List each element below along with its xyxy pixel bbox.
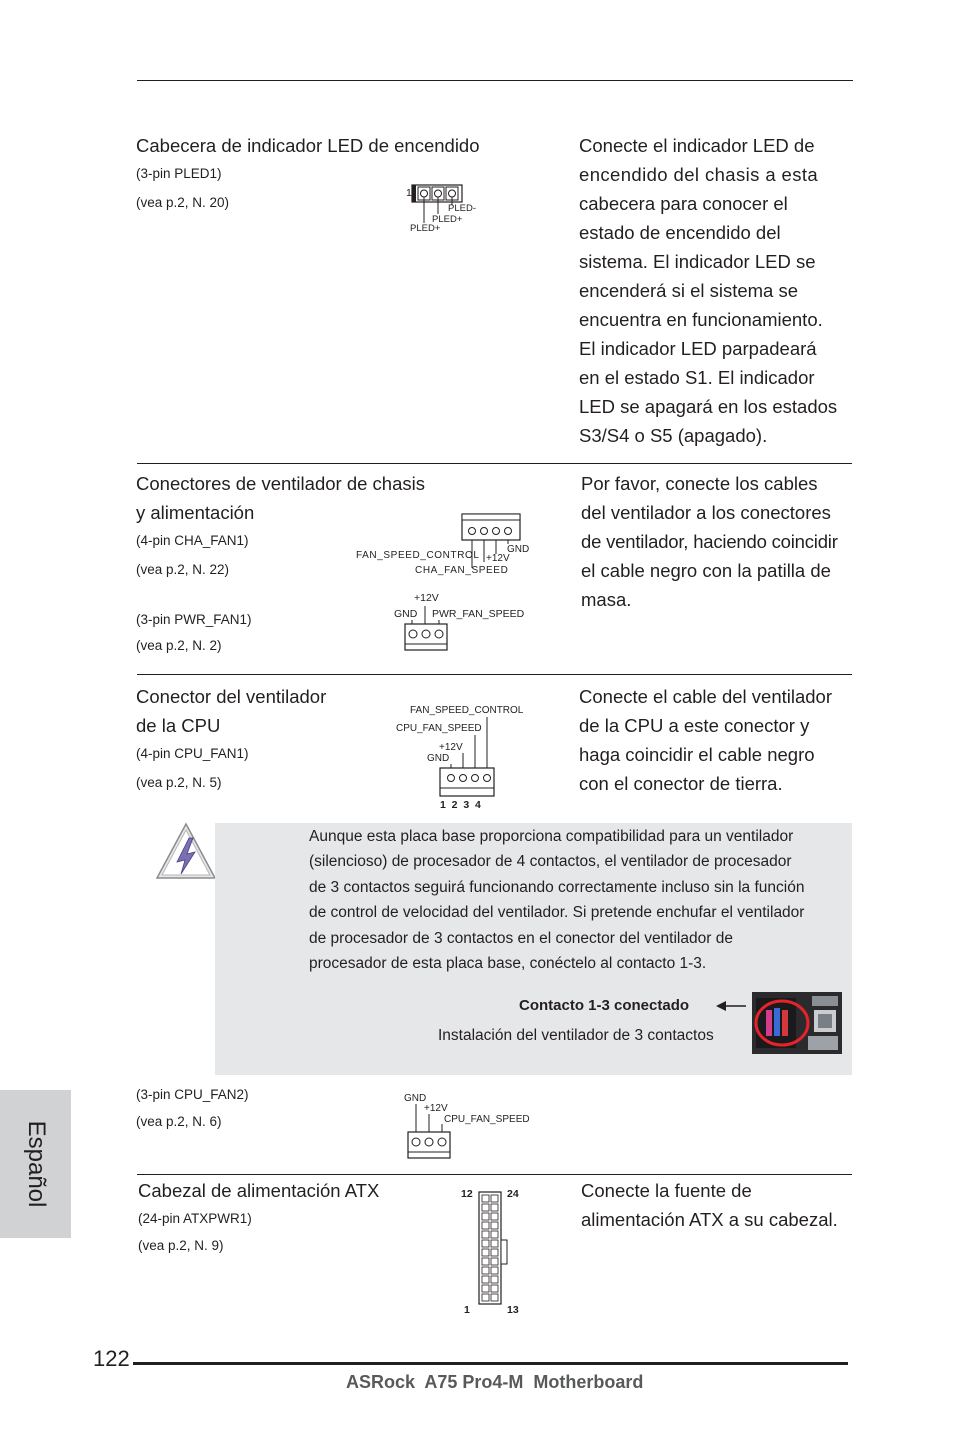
- footer-rule: [133, 1362, 848, 1365]
- pled-minus-label: PLED-: [448, 203, 476, 214]
- language-tab-label: Español: [22, 1120, 50, 1208]
- pwr-fan-12v-label: +12V: [414, 592, 439, 604]
- chassis-fan-description: [581, 469, 856, 614]
- atx-connector-diagram: [455, 1184, 545, 1319]
- warning-icon: [155, 822, 217, 880]
- note-line: (silencioso) de procesador de 4 contactos, el ventilador de procesador: [309, 853, 792, 871]
- pwr-fan-ref: (vea p.2, N. 2): [136, 638, 222, 653]
- atx-spec: (24-pin ATXPWR1): [138, 1211, 252, 1226]
- pled-desc-line: sistema. El indicador LED se: [579, 251, 816, 272]
- atx-description: [581, 1176, 856, 1234]
- atx-label-12: 12: [461, 1188, 473, 1200]
- footer-title: ASRock A75 Pro4-M Motherboard: [346, 1372, 644, 1392]
- section-divider: [137, 463, 852, 464]
- note-line: de procesador de 3 contactos en el conector del ventilador de: [309, 929, 733, 947]
- note-line: de 3 contactos seguirá funcionando correctamente incluso sin la función: [309, 878, 805, 896]
- pwr-fan-spec: (3-pin PWR_FAN1): [136, 612, 252, 627]
- language-tab: [0, 1090, 71, 1238]
- chassis-fan-title-2: y alimentación: [136, 502, 255, 523]
- atx-label-1: 1: [464, 1304, 470, 1316]
- chassis-fan-desc-line: Por favor, conecte los cables: [581, 473, 818, 494]
- cpu-fan-title-1: Conector del ventilador: [136, 686, 327, 707]
- fan-photo: [752, 992, 842, 1054]
- cpu-fan-pin-numbers: 1 2 3 4: [440, 799, 481, 811]
- top-rule: [137, 80, 853, 81]
- atx-ref: (vea p.2, N. 9): [138, 1238, 224, 1253]
- cha-fan-speed-label: CHA_FAN_SPEED: [415, 565, 509, 576]
- pled-desc-line: en el estado S1. El indicador: [579, 367, 815, 388]
- cpu-fan-spec: (4-pin CPU_FAN1): [136, 746, 249, 761]
- chassis-fan-desc-line: masa.: [581, 589, 632, 610]
- pled-description: [579, 131, 854, 450]
- cpu-fan-desc-line: haga coincidir el cable negro: [579, 744, 815, 765]
- atx-label-24: 24: [507, 1188, 519, 1200]
- chassis-fan-ref1: (vea p.2, N. 22): [136, 562, 230, 577]
- chassis-fan-desc-line: de ventilador, haciendo coincidir: [581, 531, 838, 552]
- pled-plus-label-2: PLED+: [410, 223, 441, 234]
- pled-desc-line: encendido del chasis a esta: [579, 164, 819, 185]
- cpu-fan-control-label: FAN_SPEED_CONTROL: [410, 705, 524, 716]
- cha-fan-control-label: FAN_SPEED_CONTROL: [356, 550, 480, 561]
- cpu-fan-desc-line: con el conector de tierra.: [579, 773, 783, 794]
- pled-header-diagram: [400, 180, 490, 240]
- pled-pin1-label: 1: [406, 187, 412, 199]
- cpu-fan-12v-label: +12V: [439, 742, 463, 753]
- pled-desc-line: cabecera para conocer el: [579, 193, 788, 214]
- pwr-fan-diagram: [390, 588, 540, 658]
- cpu-fan2-gnd-label: GND: [404, 1093, 427, 1104]
- pled-ref: (vea p.2, N. 20): [136, 195, 230, 210]
- pwr-fan-speed-label: PWR_FAN_SPEED: [432, 608, 525, 620]
- page-number: 122: [93, 1346, 130, 1371]
- chassis-fan-spec1: (4-pin CHA_FAN1): [136, 533, 249, 548]
- section-divider: [137, 1174, 852, 1175]
- cpu-fan2-12v-label: +12V: [424, 1103, 448, 1114]
- note-line: procesador de esta placa base, conéctelo al contacto 1-3.: [309, 955, 707, 973]
- cpu-fan-desc-line: Conecte el cable del ventilador: [579, 686, 832, 707]
- arrow-left-icon: [716, 1000, 748, 1012]
- install-label: Instalación del ventilador de 3 contactos: [438, 1027, 714, 1044]
- atx-desc-line: alimentación ATX a su cabezal.: [581, 1209, 838, 1230]
- cpu-fan-description: [579, 682, 854, 798]
- pled-title: Cabecera de indicador LED de encendido: [136, 135, 480, 156]
- chassis-fan-desc-line: el cable negro con la patilla de: [581, 560, 831, 581]
- cpu-fan-speed-label: CPU_FAN_SPEED: [396, 723, 482, 734]
- atx-title: Cabezal de alimentación ATX: [138, 1180, 380, 1201]
- pled-desc-line: Conecte el indicador LED de: [579, 135, 815, 156]
- cha-fan-12v-label: +12V: [486, 553, 510, 564]
- pled-desc-line: El indicador LED parpadeará: [579, 338, 817, 359]
- cpu-fan2-spec: (3-pin CPU_FAN2): [136, 1087, 249, 1102]
- cpu-fan-gnd-label: GND: [427, 753, 450, 764]
- note-line: Aunque esta placa base proporciona compatibilidad para un ventilador: [309, 828, 794, 845]
- cpu-fan2-diagram: [400, 1088, 550, 1163]
- cpu-fan-title-2: de la CPU: [136, 715, 221, 736]
- pled-spec: (3-pin PLED1): [136, 166, 222, 181]
- section-divider: [137, 674, 852, 675]
- pled-plus-label-1: PLED+: [432, 214, 463, 225]
- pled-desc-line: encuentra en funcionamiento.: [579, 309, 823, 330]
- atx-label-13: 13: [507, 1304, 519, 1316]
- pled-desc-line: LED se apagará en los estados: [579, 396, 838, 417]
- chassis-fan-title-1: Conectores de ventilador de chasis: [136, 473, 425, 494]
- cpu-fan-desc-line: de la CPU a este conector y: [579, 715, 810, 736]
- cha-fan-diagram: [350, 510, 550, 580]
- atx-desc-line: Conecte la fuente de: [581, 1180, 752, 1201]
- cpu-fan-ref: (vea p.2, N. 5): [136, 775, 222, 790]
- pled-desc-line: encenderá si el sistema se: [579, 280, 799, 301]
- chassis-fan-desc-line: del ventilador a los conectores: [581, 502, 831, 523]
- pled-desc-line: S3/S4 o S5 (apagado).: [579, 425, 768, 446]
- cha-fan-gnd-label: GND: [507, 544, 530, 555]
- cpu-fan2-ref: (vea p.2, N. 6): [136, 1114, 222, 1129]
- pled-desc-line: estado de encendido del: [579, 222, 781, 243]
- pwr-fan-gnd-label: GND: [394, 608, 418, 620]
- note-line: de control de velocidad del ventilador. Si pretende enchufar el ventilador: [309, 904, 805, 922]
- connected-label: Contacto 1-3 conectado: [519, 997, 690, 1014]
- cpu-fan2-speed-label: CPU_FAN_SPEED: [444, 1114, 530, 1125]
- cpu-fan-diagram: [392, 700, 542, 815]
- note-text: [309, 824, 857, 976]
